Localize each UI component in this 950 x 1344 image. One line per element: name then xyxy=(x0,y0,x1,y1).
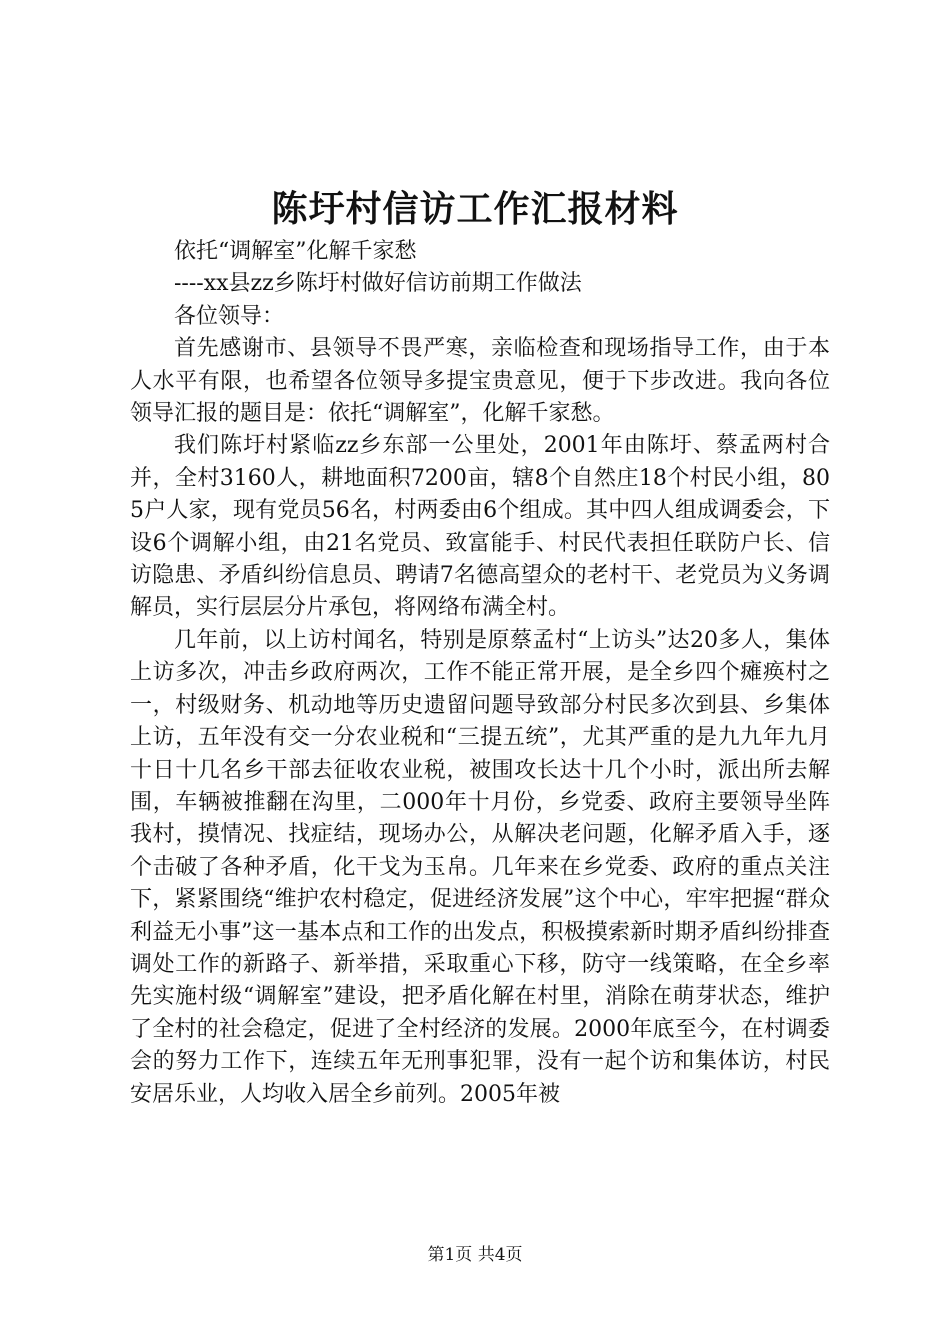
paragraph: 我们陈圩村紧临zz乡东部一公里处，2001年由陈圩、蔡孟两村合并，全村3160人，耕地面积7200亩，辖8个自然庄18个村民小组，805户人家，现有党员56名，村两委由6个组成。其中四人组成调委会，下设6个调解小组，由21名党员、致富能手、村民代表担任联防户长、信访隐患、矛盾纠纷信息员、聘请7名德高望众的老村干、老党员为义务调解员，实行层层分片承包，将网络布满全村。 xyxy=(130,433,830,621)
paragraph: 几年前，以上访村闻名，特别是原蔡孟村“上访头”达20多人，集体上访多次，冲击乡政府两次，工作不能正常开展，是全乡四个瘫痪村之一，村级财务、机动地等历史遗留问题导致部分村民多次到县、乡集体上访，五年没有交一分农业税和“三提五统”，尤其严重的是九九年九月十日十几名乡干部去征收农业税，被围攻长达十几个小时，派出所去解围，车辆被推翻在沟里，二000年十月份，乡党委、政府主要领导坐阵我村，摸情况、找症结，现场办公，从解决老问题，化解矛盾入手，逐个击破了各种矛盾，化干戈为玉帛。几年来在乡党委、政府的重点关注下，紧紧围绕“维护农村稳定，促进经济发展”这个中心，牢牢把握“群众利益无小事”这一基本点和工作的出发点，积极摸索新时期矛盾纠纷排查调处工作的新路子、新举措，采取重心下移，防守一线策略，在全乡率先实施村级“调解室”建设，把矛盾化解在村里，消除在萌芽状态，维护了全村的社会稳定，促进了全村经济的发展。2000年底至今，在村调委会的努力工作下，连续五年无刑事犯罪，没有一起个访和集体访，村民安居乐业，人均收入居全乡前列。2005年被 xyxy=(130,627,830,1107)
salutation: 各位领导： xyxy=(174,303,285,329)
byline: ----xx县zz乡陈圩村做好信访前期工作做法 xyxy=(174,271,582,297)
page-number: 第1页 共4页 xyxy=(427,1245,523,1265)
paragraph: 首先感谢市、县领导不畏严寒，亲临检查和现场指导工作，由于本人水平有限，也希望各位领导多提宝贵意见，便于下步改进。我向各位领导汇报的题目是：依托“调解室”，化解千家愁。 xyxy=(130,336,830,427)
subtitle: 依托“调解室”化解千家愁 xyxy=(174,239,417,264)
document-title: 陈圩村信访工作汇报材料 xyxy=(271,188,679,230)
document-body xyxy=(130,236,830,1111)
